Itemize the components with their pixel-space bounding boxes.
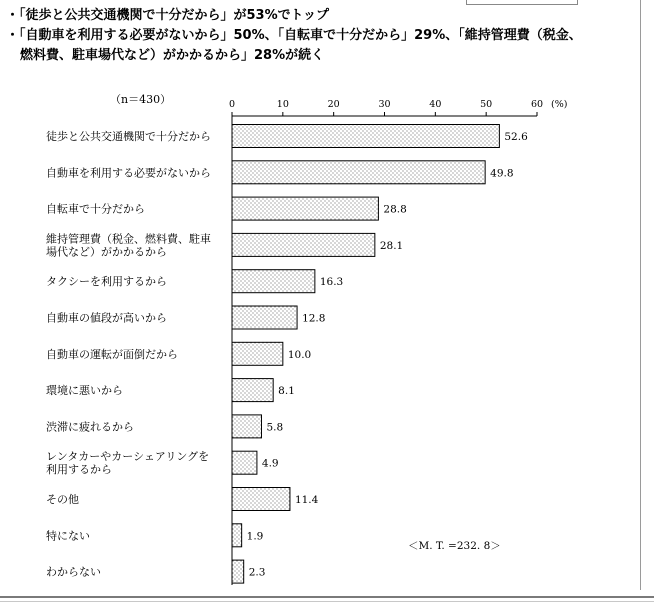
category-label: 場代など）がかかるから: [46, 245, 167, 259]
right-border: [640, 0, 641, 590]
bar-value-label: 12.8: [302, 312, 326, 325]
category-label: 自動車の値段が高いから: [46, 311, 167, 325]
bar-value-label: 11.4: [294, 494, 319, 506]
bar-value-label: 4.9: [261, 457, 279, 470]
category-label: 渋滞に疲れるから: [46, 420, 134, 434]
category-label: 利用するから: [46, 463, 112, 477]
bar-value-label: 5.8: [266, 421, 284, 434]
bar: [232, 270, 315, 293]
category-label: 環境に悪いから: [46, 384, 123, 398]
bar: [232, 233, 375, 256]
bottom-border: [0, 596, 654, 598]
bullet-2-continued: 燃料費、駐車場代など）がかかるから」28%が続く: [20, 48, 325, 63]
x-tick-label: 40: [429, 99, 442, 110]
bar: [232, 342, 283, 365]
bar: [232, 125, 499, 148]
bar: [232, 488, 290, 511]
bar: [232, 560, 244, 583]
x-tick-label: 30: [378, 99, 391, 110]
x-tick-label: 60: [530, 99, 544, 110]
bar-value-label: 49.8: [490, 167, 514, 180]
category-label: 維持管理費（税金、燃料費、駐車: [46, 232, 211, 246]
sample-size-label: （n＝430）: [110, 93, 172, 106]
x-tick-label: 50: [480, 99, 493, 110]
category-label: タクシーを利用するから: [46, 275, 167, 289]
bar-value-label: 1.9: [246, 530, 264, 543]
bullet-2: ・「自動車を利用する必要がないから」50%、「自転車で十分だから」29%、「維持管理費（税金、: [6, 28, 582, 43]
bar: [232, 306, 297, 329]
bar-value-label: 10.0: [287, 348, 312, 361]
bar-value-label: 28.1: [379, 239, 404, 252]
bottom-border-light: [0, 601, 654, 602]
category-label: 自動車を利用する必要がないから: [46, 166, 211, 180]
bar-value-label: 28.8: [383, 203, 407, 216]
category-label: 自転車で十分だから: [46, 202, 145, 216]
category-label: 自動車の運転が面倒だから: [46, 347, 178, 361]
mt-note: ＜M. T. =232. 8＞: [408, 540, 501, 552]
bar: [232, 524, 242, 547]
category-label: 徒歩と公共交通機関で十分だから: [46, 130, 211, 143]
bar: [232, 379, 273, 402]
bar-value-label: 52.6: [504, 131, 528, 143]
x-tick-label: 20: [327, 99, 340, 110]
x-tick-label: 0: [228, 99, 236, 110]
category-label: 特にない: [46, 529, 90, 543]
x-tick-label: 10: [276, 99, 289, 110]
category-label: レンタカーやカーシェアリングを: [46, 450, 210, 464]
bar: [232, 197, 378, 220]
unit-label: (%): [551, 99, 568, 110]
bar-value-label: 8.1: [278, 385, 295, 398]
bullet-1: ・「徒歩と公共交通機関で十分だから」が53%でトップ: [6, 8, 329, 23]
bar: [232, 415, 261, 438]
category-label: わからない: [46, 565, 101, 579]
bar-value-label: 16.3: [319, 276, 344, 289]
bars-layer: [46, 125, 528, 584]
bar: [232, 451, 257, 474]
bar: [232, 161, 485, 184]
category-label: その他: [46, 493, 79, 506]
bar-value-label: 2.3: [248, 566, 266, 579]
